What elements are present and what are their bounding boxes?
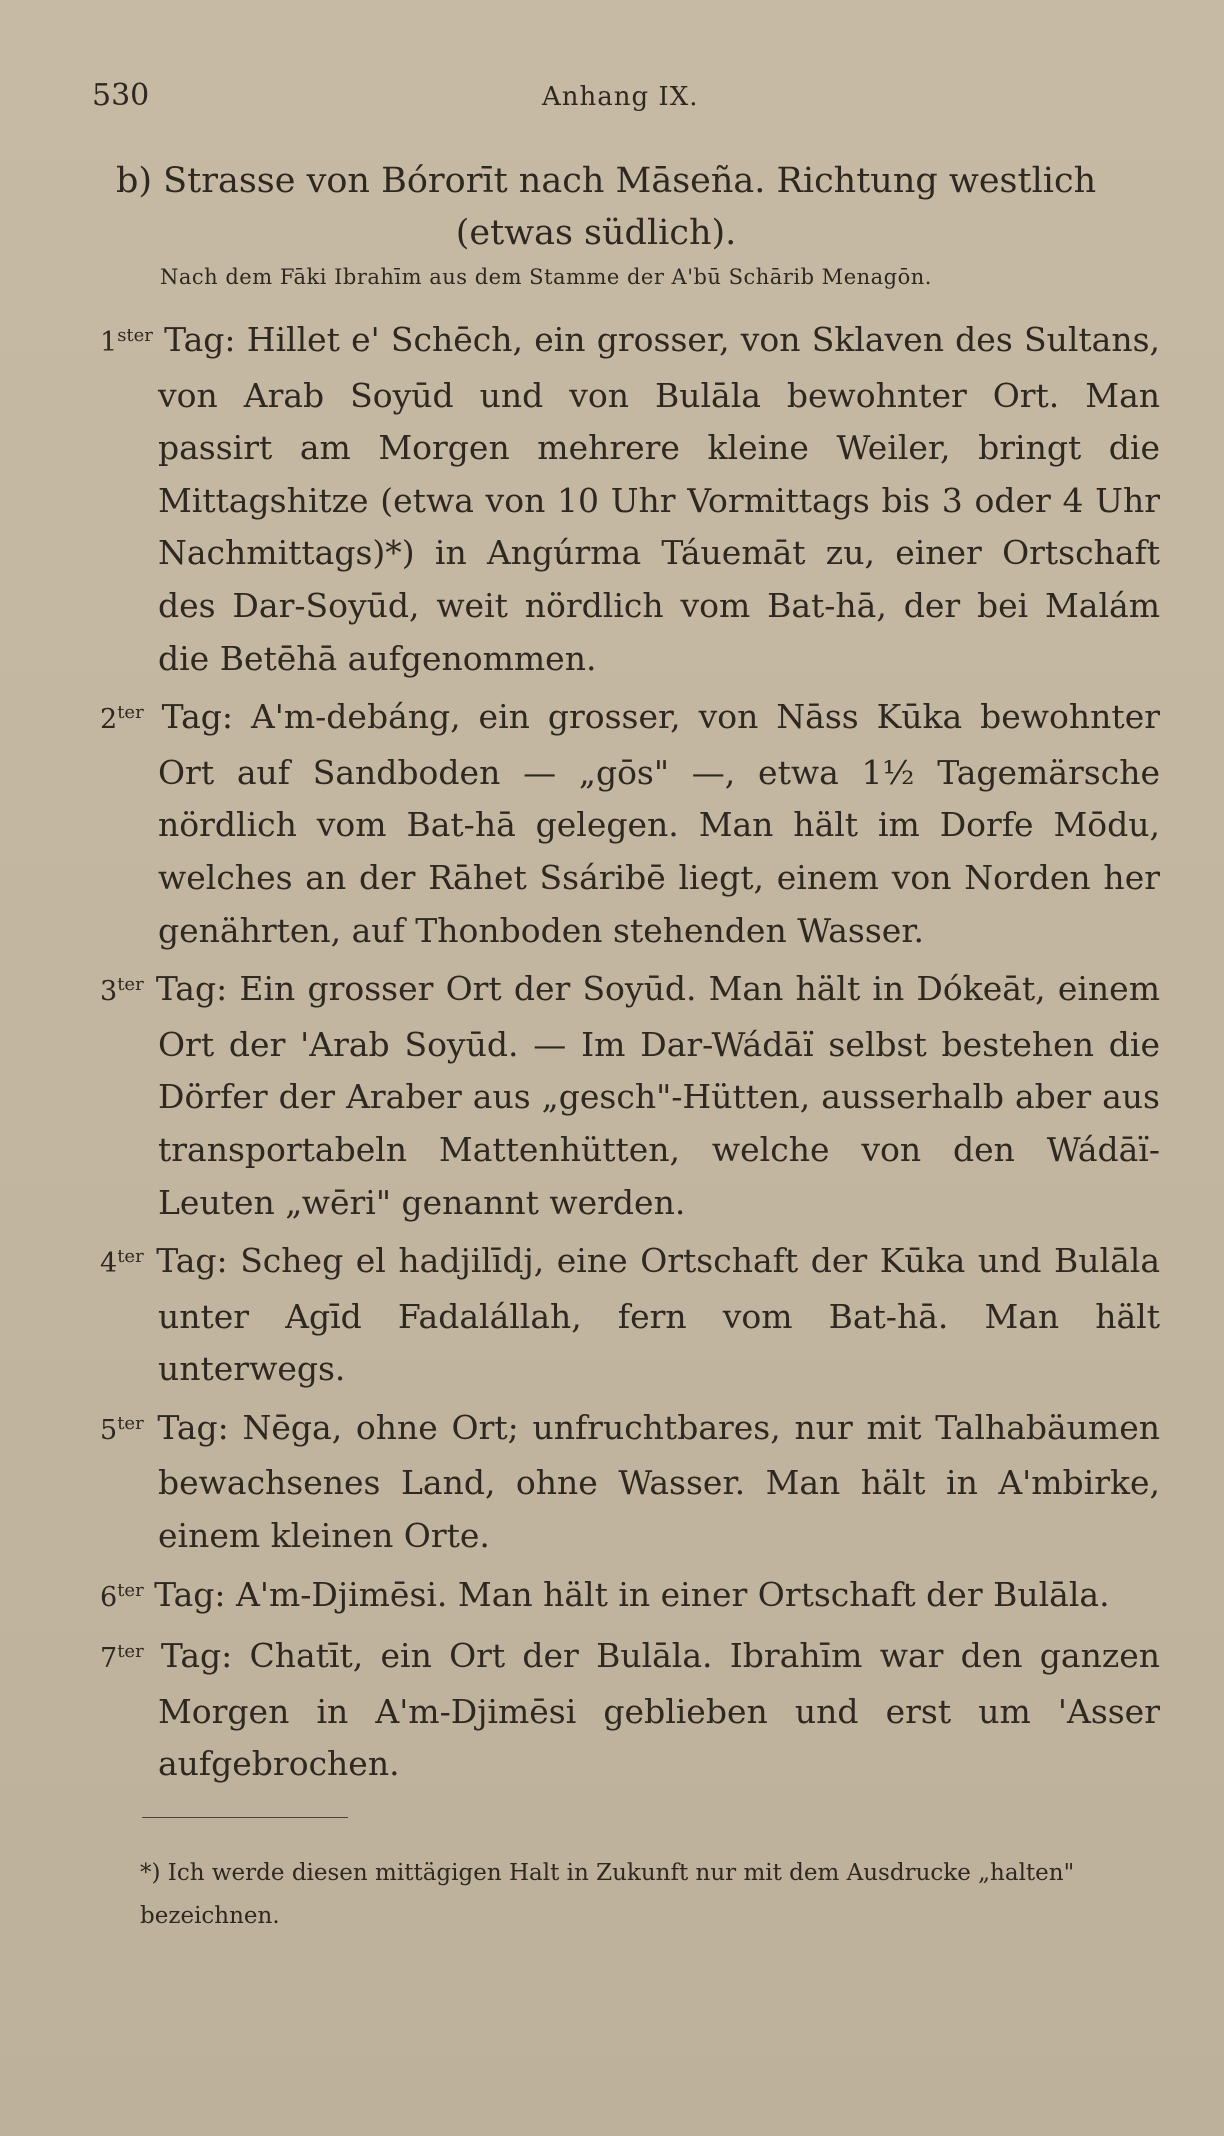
day-number: $2^{ter}$ — [100, 702, 144, 736]
day-number: $7^{ter}$ — [100, 1641, 144, 1675]
day-number: $4^{ter}$ — [100, 1246, 144, 1280]
day-text: A'm-debáng, ein grosser, von Nāss Kūka bewohnter Ort auf Sandboden — „gōs" —, etwa 1½ Tagemärsche nördlich vom Bat-hā gelegen. Man hält im Dorfe Mōdu, welches an der Rāhet Ssáribē liegt, einem von Norden her genährten, auf Thonboden stehenden Wasser. — [158, 697, 1160, 950]
day-entry-7 — [100, 1626, 1160, 1791]
day-label: Tag: — [143, 1636, 233, 1676]
day-text: Scheg el hadjilīdj, eine Ortschaft der Kūka und Bulāla unter Agīd Fadalállah, fern vom Bat-hā. Man hält unterwegs. — [158, 1241, 1160, 1389]
day-text: Chatīt, ein Ort der Bulāla. Ibrahīm war den ganzen Morgen in A'm-Djimēsi geblieben und erst um 'Asser aufgebrochen. — [158, 1636, 1160, 1784]
day-entry-4 — [100, 1231, 1160, 1396]
itinerary-days — [100, 310, 1160, 1791]
day-number: $1^{ster}$ — [100, 325, 153, 358]
day-number: $3^{ter}$ — [100, 974, 144, 1008]
day-text: Ein grosser Ort der Soyūd. Man hält in Dókeāt, einem Ort der 'Arab Soyūd. — Im Dar-Wádāï selbst bestehen die Dörfer der Araber aus „gesch"-Hütten, ausserhalb aber aus transportabeln Mattenhütten, welche von den Wádāï-Leuten „wēri" genannt werden. — [158, 969, 1160, 1222]
day-label: Tag: — [143, 1241, 228, 1281]
page-number: 530 — [92, 78, 150, 113]
section-title-line-2: (etwas südlich). — [455, 213, 737, 253]
day-entry-6 — [100, 1565, 1160, 1625]
page-header — [92, 78, 1132, 122]
running-head: Anhang IX. — [542, 82, 699, 112]
day-entry-5 — [100, 1398, 1160, 1563]
day-text: Hillet e' Schēch, ein grosser, von Sklaven des Sultans, von Arab Soyūd und von Bulāla bewohnter Ort. Man passirt am Morgen mehrere kleine Weiler, bringt die Mittagshitze (etwa von 10 Uhr Vormittags bis 3 oder 4 Uhr Nachmittags)*) in Angúrma Táuemāt zu, einer Ortschaft des Dar-Soyūd, weit nördlich vom Bat-hā, der bei Malám die Betēhā aufgenommen. — [158, 320, 1161, 678]
day-entry-3 — [100, 959, 1160, 1229]
day-label: Tag: — [143, 1574, 226, 1614]
day-label: Tag: — [143, 969, 228, 1009]
day-label: Tag: — [143, 697, 233, 737]
day-number: $6^{ter}$ — [100, 1579, 144, 1613]
day-text: Nēga, ohne Ort; unfruchtbares, nur mit Talhabäumen bewachsenes Land, ohne Wasser. Man hält in A'mbirke, einem kleinen Orte. — [158, 1407, 1160, 1556]
section-title-line-1: b) Strasse von Bórorīt nach Māseña. Richtung westlich — [116, 161, 1097, 201]
day-number: $5^{ter}$ — [100, 1412, 144, 1446]
footnote-divider — [142, 1817, 348, 1818]
day-entry-1 — [100, 310, 1160, 685]
day-label: Tag: — [152, 320, 236, 359]
day-text: A'm-Djimēsi. Man hält in einer Ortschaft der Bulāla. — [225, 1574, 1110, 1614]
footnote: *) Ich werde diesen mittägigen Halt in Zukunft nur mit dem Ausdrucke „halten" bezeichnen. — [140, 1860, 1075, 1929]
source-attribution: Nach dem Fāki Ibrahīm aus dem Stamme der A'bū Schārib Menagōn. — [160, 265, 932, 289]
day-label: Tag: — [143, 1407, 229, 1447]
day-entry-2 — [100, 687, 1160, 957]
section-title — [116, 155, 1156, 259]
